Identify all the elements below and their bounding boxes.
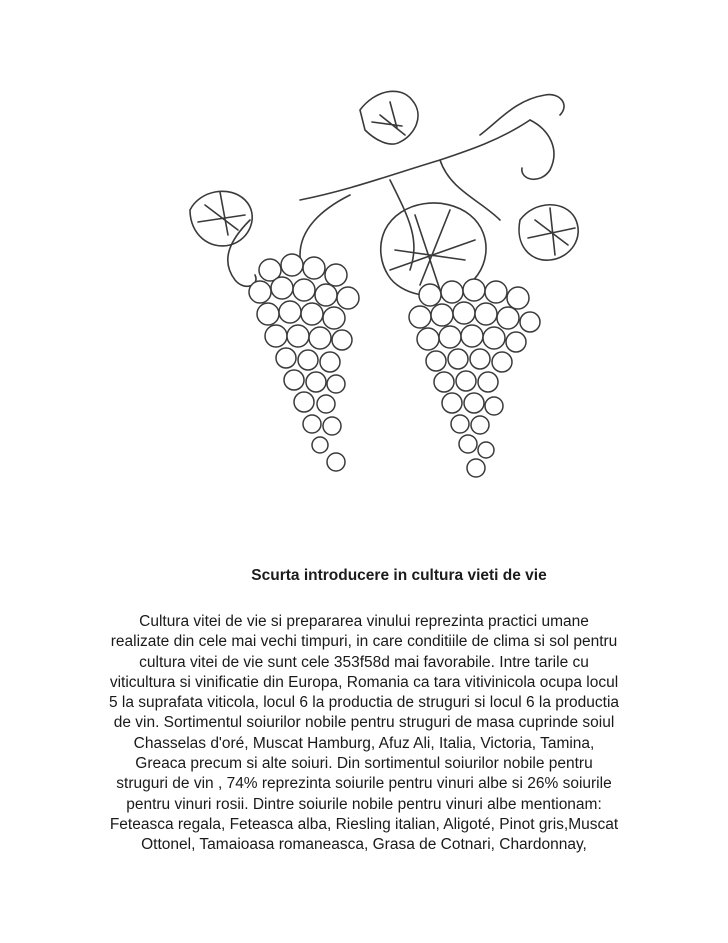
- document-paragraph: Cultura vitei de vie si prepararea vinului reprezinta practici umane realizate din cele mai vechi timpuri, in care conditiile de clima si sol pentru cultura vitei de vie sunt cele 353f58d mai favorabile. Intre tarile cu viticultura si vinificatie din Europa, Romania ca tara vitivinicola ocupa locul 5 la suprafata viticola, locul 6 la productia de struguri si locul 6 la productia de vin. Sortimentul soiurilor nobile pentru struguri de masa cuprinde soiul Chasselas d'oré, Muscat Hamburg, Afuz Ali, Italia, Victoria, Tamina, Greaca precum si alte soiuri. Din sortimentul soiurilor nobile pentru struguri de vin , 74% reprezinta soiurile pentru vinuri albe si 26% soiurile pentru vinuri rosii. Dintre soiurile nobile pentru vinuri albe mentionam: Feteasca regala, Feteasca alba, Riesling italian, Aligoté, Pinot gris,Muscat Ottonel, Tamaioasa romaneasca, Grasa de Cotnari, Chardonnay,: [108, 613, 620, 854]
- document-title: Scurta introducere in cultura vieti de vie: [251, 567, 547, 584]
- grape-vine-illustration: [150, 80, 630, 500]
